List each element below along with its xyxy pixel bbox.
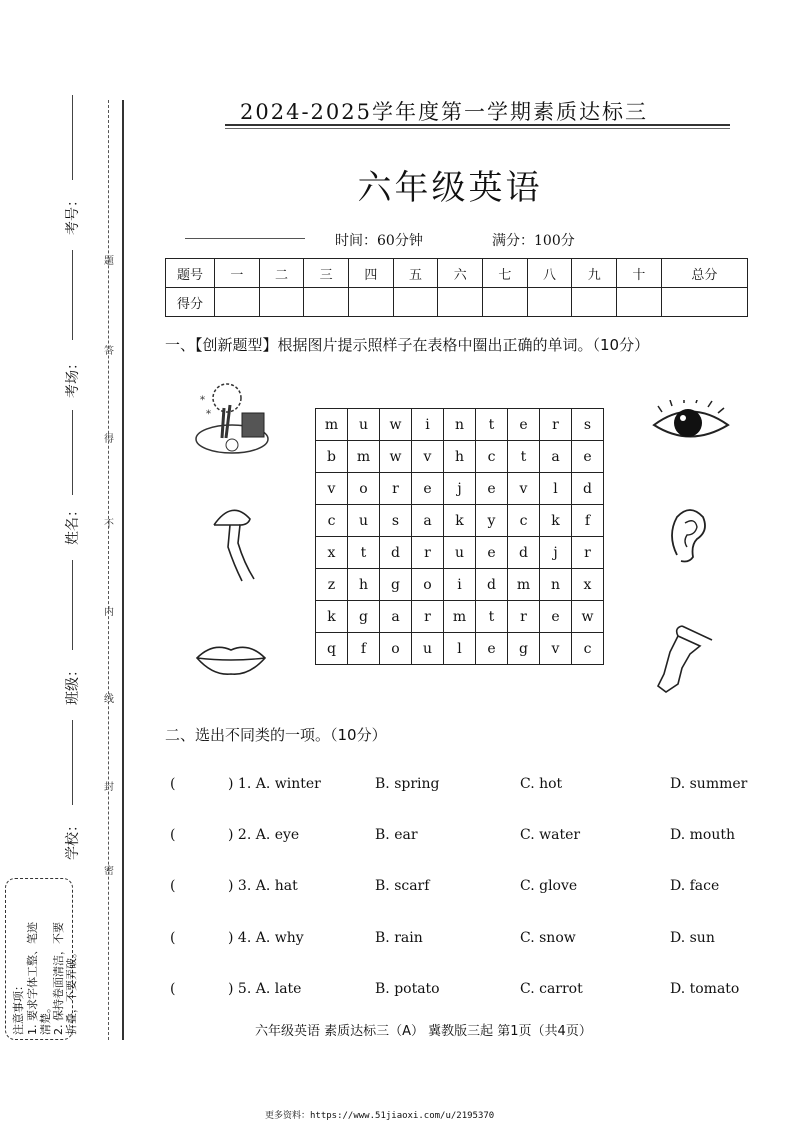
answer-paren[interactable]: (	[170, 776, 176, 792]
score-table	[165, 258, 748, 317]
word-search-grid[interactable]	[315, 408, 604, 665]
grid-cell[interactable]: q	[316, 633, 348, 665]
question-a: ) 1. A. winter	[228, 776, 321, 792]
score-input-cell[interactable]	[259, 288, 304, 317]
score-input-cell[interactable]	[215, 288, 260, 317]
cut-mark: 得	[104, 434, 114, 445]
answer-paren[interactable]: (	[170, 878, 176, 894]
grid-cell[interactable]: u	[412, 633, 444, 665]
grid-cell[interactable]: m	[444, 601, 476, 633]
score-cell: 八	[527, 259, 572, 288]
grid-cell[interactable]: t	[476, 409, 508, 441]
ear-icon	[665, 505, 710, 565]
score-input-cell[interactable]	[572, 288, 617, 317]
grid-cell[interactable]: v	[508, 473, 540, 505]
grid-cell[interactable]: e	[412, 473, 444, 505]
grid-cell[interactable]: e	[476, 473, 508, 505]
grid-cell[interactable]: i	[444, 569, 476, 601]
grid-row	[316, 601, 604, 633]
section2-title: 二、选出不同类的一项。（10分）	[165, 726, 387, 744]
grid-row	[316, 569, 604, 601]
grid-cell[interactable]: n	[444, 409, 476, 441]
grid-cell[interactable]: c	[572, 633, 604, 665]
notice-2b: 折叠，不要弄破。	[65, 947, 78, 1035]
cut-mark: 线	[104, 694, 114, 705]
binding-line	[122, 100, 124, 1040]
cut-mark: 不	[104, 519, 114, 530]
score-input-cell[interactable]	[304, 288, 349, 317]
grid-cell[interactable]: r	[540, 409, 572, 441]
grid-cell[interactable]: t	[476, 601, 508, 633]
option-b: B. rain	[375, 930, 423, 946]
section1-title: 一、【创新题型】根据图片提示照样子在表格中圈出正确的单词。（10分）	[165, 336, 650, 354]
grid-cell[interactable]: f	[348, 633, 380, 665]
score-cell: 一	[215, 259, 260, 288]
winter-scene-icon	[192, 383, 274, 458]
grid-cell[interactable]: w	[380, 441, 412, 473]
cut-mark: 密	[104, 866, 114, 877]
term-title: 2024-2025学年度第一学期素质达标三	[240, 100, 648, 124]
question-row	[170, 827, 770, 849]
option-c: C. carrot	[520, 981, 583, 997]
grid-cell[interactable]: j	[444, 473, 476, 505]
grid-row	[316, 537, 604, 569]
grid-cell[interactable]: i	[412, 409, 444, 441]
grid-row	[316, 633, 604, 665]
eye-icon	[650, 400, 732, 445]
grid-cell[interactable]: t	[348, 537, 380, 569]
grid-cell[interactable]: m	[316, 409, 348, 441]
grid-cell[interactable]: r	[572, 537, 604, 569]
grid-cell[interactable]: w	[380, 409, 412, 441]
grid-cell[interactable]: m	[508, 569, 540, 601]
grid-cell[interactable]: g	[380, 569, 412, 601]
option-d: D. sun	[670, 930, 715, 946]
grid-cell[interactable]: r	[412, 601, 444, 633]
grid-cell[interactable]: k	[316, 601, 348, 633]
score-input-cell[interactable]	[393, 288, 438, 317]
score-row-label: 得分	[166, 288, 215, 317]
grid-cell[interactable]: v	[412, 441, 444, 473]
notice-2: 2. 保持卷面清洁，不要	[52, 922, 65, 1035]
option-d: D. mouth	[670, 827, 735, 843]
grid-row	[316, 409, 604, 441]
grid-cell[interactable]: h	[444, 441, 476, 473]
meta-line	[185, 238, 305, 239]
header-rule	[225, 124, 730, 126]
grid-cell[interactable]: g	[348, 601, 380, 633]
svg-text:*: *	[200, 395, 205, 406]
grid-cell[interactable]: o	[348, 473, 380, 505]
score-cell: 九	[572, 259, 617, 288]
class-line	[72, 560, 73, 650]
grid-cell[interactable]: a	[412, 505, 444, 537]
grid-cell[interactable]: s	[572, 409, 604, 441]
grid-cell[interactable]: a	[380, 601, 412, 633]
grid-cell[interactable]: c	[508, 505, 540, 537]
grid-cell[interactable]: j	[540, 537, 572, 569]
grid-cell[interactable]: l	[444, 633, 476, 665]
question-a: ) 2. A. eye	[228, 827, 300, 843]
notice-title: 注意事项：	[12, 980, 25, 1035]
grid-row	[316, 441, 604, 473]
exam-room-line	[72, 250, 73, 340]
answer-paren[interactable]: (	[170, 981, 176, 997]
score-cell: 二	[259, 259, 304, 288]
grid-cell[interactable]: m	[348, 441, 380, 473]
notice-box	[5, 878, 78, 1040]
grid-cell[interactable]: n	[540, 569, 572, 601]
time-label: 时间：60分钟	[335, 233, 423, 249]
question-row	[170, 930, 770, 952]
option-c: C. hot	[520, 776, 563, 792]
option-b: B. ear	[375, 827, 418, 843]
grid-cell[interactable]: u	[348, 409, 380, 441]
grid-cell[interactable]: b	[316, 441, 348, 473]
grid-cell[interactable]: a	[540, 441, 572, 473]
notice-1b: 清楚。	[39, 1002, 52, 1035]
score-cell: 三	[304, 259, 349, 288]
grid-cell[interactable]: k	[444, 505, 476, 537]
grid-cell[interactable]: y	[476, 505, 508, 537]
answer-paren[interactable]: (	[170, 827, 176, 843]
option-b: B. spring	[375, 776, 440, 792]
grid-cell[interactable]: g	[508, 633, 540, 665]
option-c: C. glove	[520, 878, 578, 894]
question-row	[170, 776, 770, 798]
grid-cell[interactable]: h	[348, 569, 380, 601]
grid-cell[interactable]: d	[572, 473, 604, 505]
score-cell: 五	[393, 259, 438, 288]
cut-mark: 题	[104, 256, 114, 267]
score-input-cell[interactable]	[527, 288, 572, 317]
notice-1: 1. 要求字体工整、笔迹	[26, 922, 39, 1035]
grid-row	[316, 505, 604, 537]
cut-mark: 内	[104, 607, 114, 618]
grid-cell[interactable]: d	[508, 537, 540, 569]
exam-room-label: 考场：	[65, 356, 81, 398]
grid-cell[interactable]: r	[508, 601, 540, 633]
svg-text:*: *	[206, 409, 211, 420]
grid-cell[interactable]: t	[508, 441, 540, 473]
mouth-icon	[193, 638, 269, 678]
grid-cell[interactable]: c	[476, 441, 508, 473]
exam-no-line	[72, 95, 73, 180]
option-b: B. potato	[375, 981, 440, 997]
option-d: D. tomato	[670, 981, 740, 997]
grid-cell[interactable]: w	[572, 601, 604, 633]
question-row	[170, 878, 770, 900]
grid-cell[interactable]: s	[380, 505, 412, 537]
score-input-cell[interactable]	[438, 288, 483, 317]
option-d: D. face	[670, 878, 720, 894]
grid-cell[interactable]: u	[444, 537, 476, 569]
grid-cell[interactable]: v	[316, 473, 348, 505]
grid-cell[interactable]: e	[476, 537, 508, 569]
question-a: ) 4. A. why	[228, 930, 304, 946]
score-cell: 七	[483, 259, 528, 288]
grid-cell[interactable]: o	[412, 569, 444, 601]
score-table-header-row	[166, 259, 748, 288]
grid-cell[interactable]: e	[508, 409, 540, 441]
grid-cell[interactable]: e	[476, 633, 508, 665]
option-c: C. water	[520, 827, 581, 843]
grid-cell[interactable]: c	[316, 505, 348, 537]
option-b: B. scarf	[375, 878, 430, 894]
score-cell: 四	[349, 259, 394, 288]
grid-cell[interactable]: o	[380, 633, 412, 665]
source-link[interactable]: 更多资料：https://www.51jiaoxi.com/u/2195370	[265, 1111, 495, 1121]
cut-line	[108, 100, 109, 1040]
grid-cell[interactable]: u	[348, 505, 380, 537]
name-line	[72, 410, 73, 495]
score-input-cell[interactable]	[617, 288, 662, 317]
question-row	[170, 981, 770, 1003]
arm-icon	[210, 503, 258, 583]
answer-paren[interactable]: (	[170, 930, 176, 946]
grid-cell[interactable]: e	[572, 441, 604, 473]
grid-cell[interactable]: x	[572, 569, 604, 601]
name-label: 姓名：	[65, 503, 81, 545]
grid-cell[interactable]: z	[316, 569, 348, 601]
exam-no-label: 考号：	[65, 193, 81, 235]
grid-cell[interactable]: r	[380, 473, 412, 505]
grid-cell[interactable]: x	[316, 537, 348, 569]
school-label: 学校：	[65, 818, 81, 860]
page-title: 六年级英语	[357, 168, 543, 208]
school-line	[72, 720, 73, 805]
score-input-cell[interactable]	[349, 288, 394, 317]
score-table-score-row	[166, 288, 748, 317]
leg-icon	[652, 622, 716, 698]
grid-cell[interactable]: k	[540, 505, 572, 537]
score-cell: 题号	[166, 259, 215, 288]
grid-cell[interactable]: f	[572, 505, 604, 537]
score-input-cell[interactable]	[661, 288, 747, 317]
option-c: C. snow	[520, 930, 576, 946]
grid-row	[316, 473, 604, 505]
question-a: ) 3. A. hat	[228, 878, 298, 894]
header-rule-thin	[225, 128, 730, 129]
option-d: D. summer	[670, 776, 748, 792]
question-a: ) 5. A. late	[228, 981, 302, 997]
grid-cell[interactable]: v	[540, 633, 572, 665]
score-cell: 十	[617, 259, 662, 288]
grid-cell[interactable]: e	[540, 601, 572, 633]
grid-cell[interactable]: l	[540, 473, 572, 505]
full-score-label: 满分：100分	[492, 233, 575, 249]
score-input-cell[interactable]	[483, 288, 528, 317]
grid-cell[interactable]: d	[380, 537, 412, 569]
score-cell: 六	[438, 259, 483, 288]
grid-cell[interactable]: d	[476, 569, 508, 601]
cut-mark: 封	[104, 782, 114, 793]
cut-mark: 答	[104, 346, 114, 357]
score-cell: 总分	[661, 259, 747, 288]
page-footer: 六年级英语 素质达标三（A） 冀教版三起 第1页（共4页）	[255, 1024, 592, 1039]
grid-cell[interactable]: r	[412, 537, 444, 569]
class-label: 班级：	[65, 663, 81, 705]
